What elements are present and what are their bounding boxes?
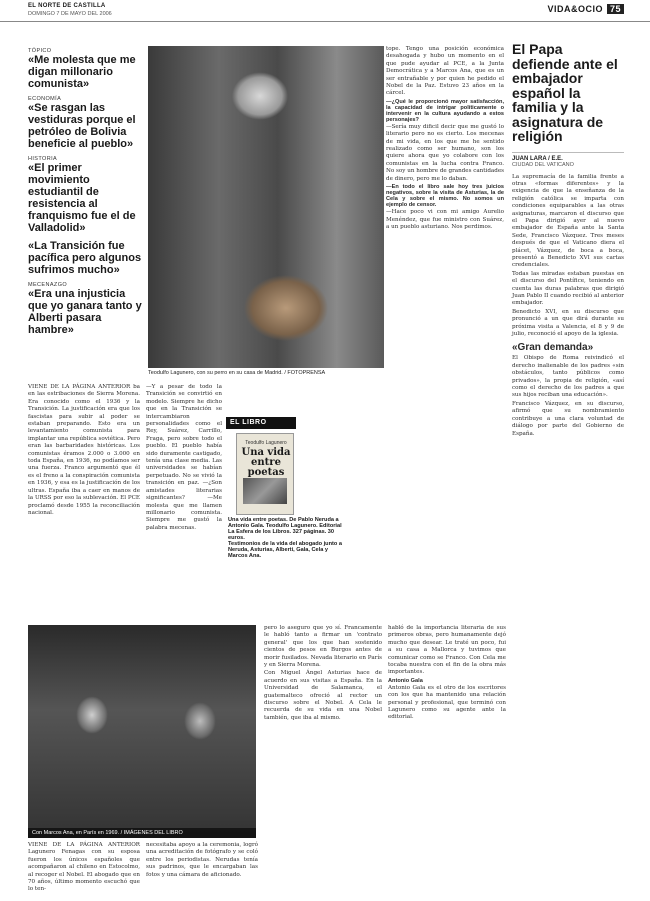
pull-quote: «Se rasgan las vestiduras porque el petróleo de Bolivia beneficie al pueblo» — [28, 102, 136, 150]
subheading: Antonio Gala — [388, 677, 423, 684]
pull-quote: «La Transición fue pacífica pero algunos sufrimos mucho» — [28, 240, 142, 276]
article-column-2 — [146, 384, 222, 533]
column-text: —Sería muy dificil decir que me gustó lo literario pero no es cierto. Los mecenas de mi vida, en los que me he sentido realizado como ser humano, son los quiere ahora que yo colabore con los comunistas en la lucha contra Franco. No soy un hombre de grandes cantidades de dinero, pero me lo daban. — [386, 123, 505, 182]
column-text: —Hace poco vi con mi amigo Aurelio Menéndez, que fue ministro con Suárez, a un pueblo asturiano. Nos perdimos. — [386, 209, 504, 230]
column-text: El Obispo de Roma reivindicó el derecho inalienable de los padres «sin obstáculos, tanto públicos como privados», la propia de religión, «así como el derecho de los padres a que sus hijos reciban una educación». — [512, 355, 624, 399]
section-label: VIDA&OCIO — [547, 4, 603, 14]
book-cover — [236, 433, 294, 515]
book-label: EL LIBRO — [226, 417, 296, 429]
column-text: tope. Tengo una posición económica desahogada y hubo un momento en el que pude ayudar al PCE, a la Junta Democrática y a Marcos Ana, que es un ser entrañable y por quien he pedido el Nobel de la Paz. Estuvo 23 años en la cárcel. — [386, 46, 504, 97]
book-caption-secondary: Testimonios de la vida del abogado junto a Neruda, Asturias, Alberti, Gala, Cela y Marcos Ana. — [228, 541, 342, 559]
subheading: «Gran demanda» — [512, 342, 594, 354]
book-cover-author: Teodulfo Lagunero — [245, 440, 287, 446]
photo-caption: Teodulfo Lagunero, con su perro en su casa de Madrid. / FOTOPRENSA — [148, 370, 326, 376]
article-column-3 — [386, 46, 504, 232]
article-headline: El Papa defiende ante el embajador español la familia y la asignatura de religión — [512, 41, 618, 144]
section-name — [547, 4, 624, 14]
quotes-sidebar — [28, 42, 142, 338]
secondary-article — [512, 42, 624, 439]
quote-topic: ECONOMÍA — [28, 96, 62, 102]
column-text: pero lo aseguro que yo sí. Francamente le habló tanto a firmar un 'contrato general' que los que han sostenido cientos de pesos en Burgos antes de morir fusilados. Nevada literario en París y en Sierra Morena. — [264, 625, 382, 669]
book-caption-main: Una vida entre poetas. De Pablo Neruda a Antonio Gala. Teodulfo Lagunero. Editorial La Esfera de los Libros. 327 páginas. 30 euros. — [228, 517, 342, 541]
quote-topic: MECENAZGO — [28, 282, 68, 288]
portrait-photo — [148, 46, 384, 376]
byline: JUAN LARA / E.E. — [512, 152, 624, 162]
book-cover-image — [243, 478, 287, 504]
publication-name: EL NORTE DE CASTILLA — [28, 3, 106, 9]
article-column-5 — [388, 625, 506, 723]
column-text: Benedicto XVI, en su discurso que pronunció a un que dirá durante su próxima visita a Valencia, el 8 y 9 de julio, reconoció el apoyo de la iglesia. — [512, 308, 624, 338]
article-column-1 — [28, 384, 140, 518]
column-text: —Y a pesar de todo la Transición se convirtió en modelo. Siempre he dicho que en la Transición se intercambiaron personalidades como el Rey, Suárez, Carrillo, Fraga, pero sobre todo el pueblo. El pueblo había sido duramente castigado, tenía una clase media. Las universidades se habían perpetuado. No se vivió la transición en paz. —¿Son amistades literarias significantes? —Me molesta que me llamen millonario comunista. Siempre me gustó la palabra mecenas. — [146, 384, 222, 531]
photo-caption: Con Marcos Ana, en París en 1969. / IMÁGENES DEL LIBRO — [28, 828, 256, 838]
interview-question: —En todo el libro sale hoy tres juicios negativos, sobre la visita de Asturias, la de Cela y sobre el mismo. No somos un ejemplo de censor. — [386, 184, 504, 209]
book-caption — [228, 517, 346, 559]
historic-photo — [28, 625, 256, 838]
secondary-article-body — [512, 174, 624, 438]
column-text: Todas las miradas estaban puestas en el discurso del Pontífice, teniendo en cuenta las duras palabras que dirigió Juan Pablo II cuando recibió al anterior embajador. — [512, 270, 624, 307]
column-text: necesitaba apoyo a la ceremonia, logró una acreditación de fotógrafo y se coló entre los periodistas. Nerudas tenía sus padrinos, que le encargaban las fotos y una cámara de aficionado. — [146, 842, 258, 878]
article-column-7 — [146, 842, 258, 880]
publication-date: DOMINGO 7 DE MAYO DEL 2006 — [28, 11, 112, 17]
column-text: habló de la importancia literaria de sus primeros obras, pero humanamente dejó mucho que desear. Le traté un poco, fui a su casa a Mallorca y tuvimos que comunicar como se Franco. Con Cela me tocaba nuestra con el fin de la obra más importantes. — [388, 625, 506, 676]
article-column-6 — [28, 842, 140, 895]
quote-topic: HISTORIA — [28, 156, 58, 162]
article-column-4 — [264, 625, 382, 723]
column-text: La supremacía de la familia frente a otras «formas diferentes» y la exigencia de que la enseñanza de la religión católica se imparta con condiciones equiparables a las otras asignaturas, marcaron el discurso que el Papa dirigió ayer al nuevo embajador de España ante la Santa Sede, Francisco Vázquez. Tres meses después de que el Vaticano diera el plácet, Vázquez, de boca a boca, presentó a Benedicto XVI sus cartas credenciales. — [512, 173, 624, 269]
pull-quote: «Era una injusticia que yo ganara tanto y Alberti pasara hambre» — [28, 288, 142, 336]
book-cover-title: Una vida entre poetas — [241, 447, 291, 478]
column-text: VIENE DE LA PÁGINA ANTERIOR ba en las estribaciones de Sierra Morena. Era conocido como el 1936 y la Transición. La justificación era que los fascistas para subir al poder se estaban preparando. Esto era un levantamiento comunista para implantar una república soviética. Pero eran las barbaridades históricas. Los comunistas éramos 2.000 o 3.000 en toda España, en 1936, no podíamos ser una fuerza. Franco argumentó que él es el freno a la conspiración comunista en 1936, y esa es la justificación de los ultras. España iba a caer en manos de la URSS por eso la sublevación. El PCE proclamó desde 1955 la reconciliación nacional. — [28, 384, 140, 516]
book-box — [226, 417, 346, 559]
column-text: Antonio Gala es el otro de los escritores con los que ha mantenido una relación personal y profesional, que terminó con Lagunero como su agente ante la editorial. — [388, 684, 506, 721]
interview-question: —¿Qué le proporcionó mayor satisfacción, la capacidad de intrigar políticamente o intervenir en la cultura ayudando a estos personajes? — [386, 98, 504, 123]
byline-location: CIUDAD DEL VATICANO — [512, 161, 574, 168]
page-header — [0, 0, 650, 22]
column-text: VIENE DE LA PÁGINA ANTERIOR Lagunero Fenagas con su esposa fueron los únicos españoles que acompañaron al chileno en Estocolmo, al recoger el Nobel. El abogado que en 70 años, último momento escuchó que lo ten- — [28, 842, 140, 893]
quote-topic: TÓPICO — [28, 48, 52, 54]
pull-quote: «El primer movimiento estudiantil de resistencia al franquismo fue el de Valladolid» — [28, 162, 136, 234]
pull-quote: «Me molesta que me digan millonario comunista» — [28, 54, 136, 90]
page-number: 75 — [607, 4, 624, 14]
column-text: Francisco Vázquez, en su discurso, afirmó que su nombramiento contribuye a una clara voluntad de diálogo por parte del Gobierno de España. — [512, 400, 624, 437]
column-text: Con Miguel Ángel Asturias hace de acuerdo en sus visitas a España. En la Universidad de Salamanca, el guatemalteco ofreció al rector un discurso sobre el Nobel. A Cela le recuerda de su vida en una Nobel también, que iba al mismo. — [264, 670, 382, 721]
